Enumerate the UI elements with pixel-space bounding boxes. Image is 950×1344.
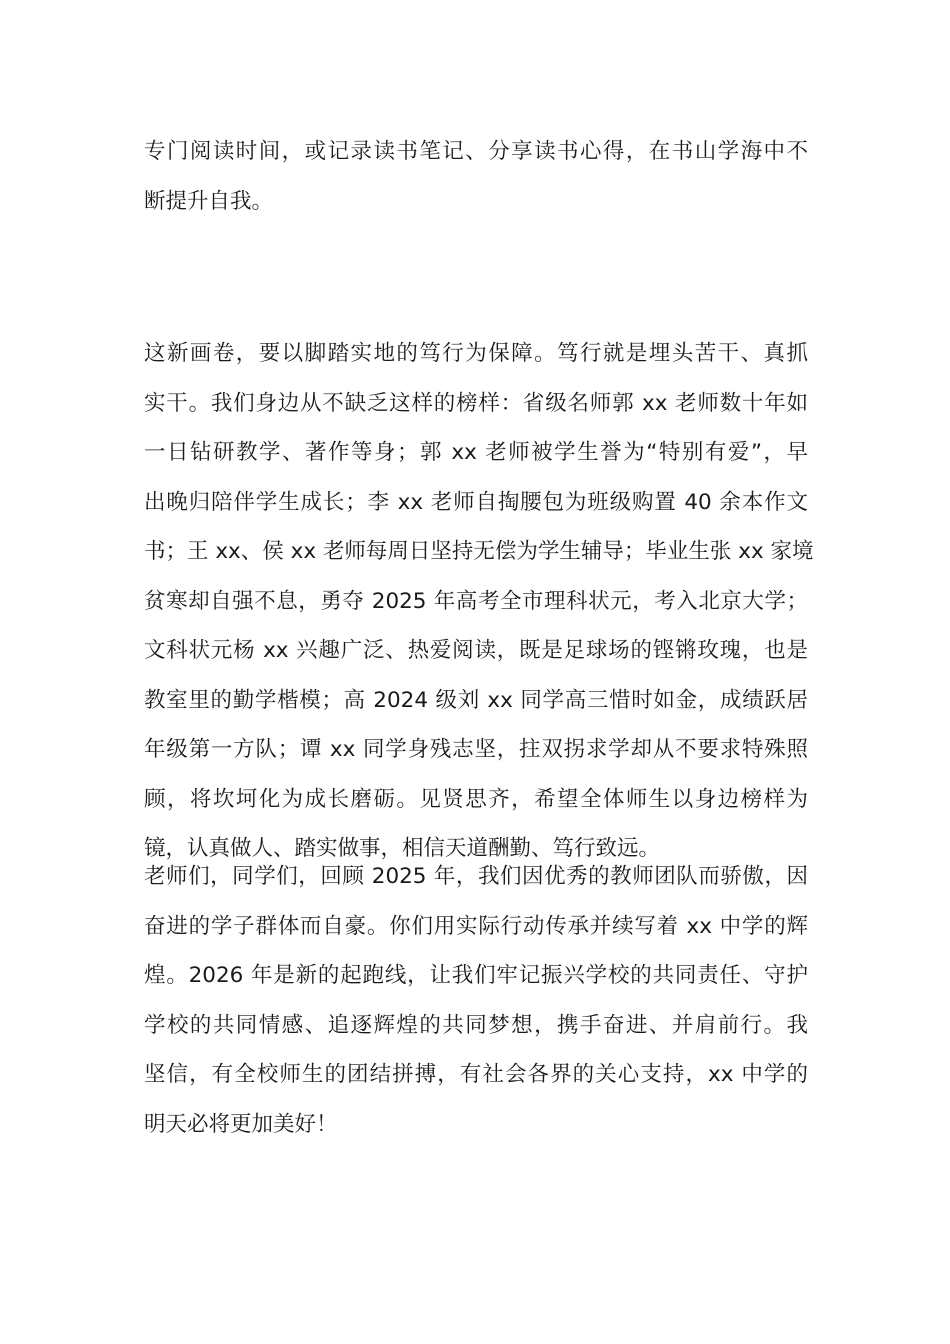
text-line: 这新画卷，要以脚踏实地的笃行为保障。笃行就是埋头苦干、真抓 bbox=[144, 341, 808, 366]
text-line: 顾，将坎坷化为成长磨砺。见贤思齐，希望全体师生以身边榜样为 bbox=[144, 786, 808, 812]
text-line: 专门阅读时间，或记录读书笔记、分享读书心得，在书山学海中不 bbox=[144, 139, 808, 164]
text-line: 奋进的学子群体而自豪。你们用实际行动传承并续写着 xx 中学的辉 bbox=[144, 913, 808, 939]
text-line: 出晚归陪伴学生成长；李 xx 老师自掏腰包为班级购置 40 余本作文 bbox=[144, 489, 808, 515]
text-line: 一日钻研教学、著作等身；郭 xx 老师被学生誉为“特别有爱”，早 bbox=[144, 440, 808, 465]
text-line: 书；王 xx、侯 xx 老师每周日坚持无偿为学生辅导；毕业生张 xx 家境 bbox=[144, 539, 814, 564]
text-line: 明天必将更加美好！ bbox=[144, 1111, 338, 1137]
text-line: 煌。2026 年是新的起跑线，让我们牢记振兴学校的共同责任、守护 bbox=[144, 963, 808, 988]
text-line: 学校的共同情感、追逐辉煌的共同梦想，携手奋进、并肩前行。我 bbox=[144, 1012, 808, 1038]
paragraph-closing bbox=[144, 852, 808, 1149]
text-line: 文科状元杨 xx 兴趣广泛、热爱阅读，既是足球场的铿锵玫瑰，也是 bbox=[144, 638, 808, 663]
text-line: 年级第一方队；谭 xx 同学身残志坚，拄双拐求学却从不要求特殊照 bbox=[144, 737, 808, 762]
text-line: 断提升自我。 bbox=[144, 188, 274, 214]
text-line: 教室里的勤学楷模；高 2024 级刘 xx 同学高三惜时如金，成绩跃居 bbox=[144, 687, 808, 713]
text-line: 镜，认真做人、踏实做事，相信天道酬勤、笃行致远。 bbox=[144, 836, 661, 861]
paragraph-reading bbox=[144, 127, 808, 226]
text-line: 实干。我们身边从不缺乏这样的榜样：省级名师郭 xx 老师数十年如 bbox=[144, 390, 808, 416]
text-line: 坚信，有全校师生的团结拼搏，有社会各界的关心支持，xx 中学的 bbox=[144, 1062, 808, 1087]
text-line: 老师们，同学们，回顾 2025 年，我们因优秀的教师团队而骄傲，因 bbox=[144, 864, 808, 889]
paragraph-role-models bbox=[144, 329, 814, 874]
text-line: 贫寒却自强不息，勇夺 2025 年高考全市理科状元，考入北京大学； bbox=[144, 588, 808, 614]
